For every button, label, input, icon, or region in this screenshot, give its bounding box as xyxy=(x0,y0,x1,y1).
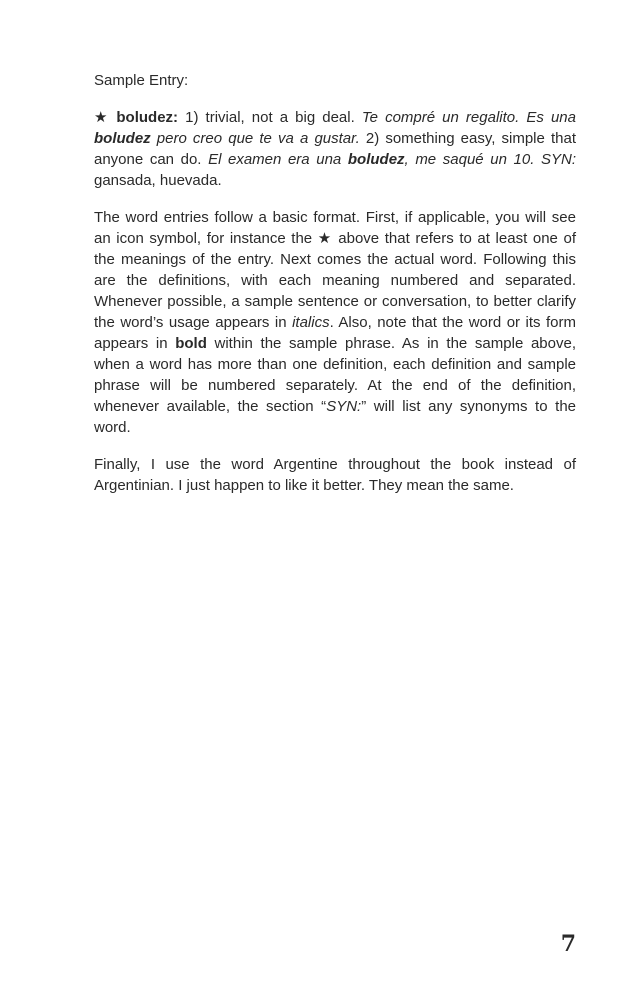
bold-word: bold xyxy=(175,335,207,352)
example-2-bold: boludez xyxy=(347,151,405,168)
format-text-1: The word entries follow a basic format. First, if applicable, you will see an icon symbol, for instance the xyxy=(94,209,576,247)
closing-paragraph: Finally, I use the word Argentine throughout the book instead of Argentinian. I just happen to like it better. They mean the same. xyxy=(94,456,576,494)
sample-entry xyxy=(94,107,576,191)
page-body xyxy=(94,70,576,512)
definition-1: 1) trivial, not a big deal. xyxy=(178,109,362,126)
example-2-a: El examen era una xyxy=(208,151,348,168)
headword: boludez: xyxy=(116,109,179,126)
synonym-words: gansada, huevada. xyxy=(94,172,222,189)
example-1-a: Te compré un regalito. Es una xyxy=(361,109,576,126)
synonym-label: SYN: xyxy=(534,151,576,168)
definition-2: 2) something easy, simple that anyone can do. xyxy=(94,130,576,168)
example-1-c: pero creo que te va a gustar. xyxy=(150,130,360,147)
example-2-c: , me saqué un 10. xyxy=(404,151,535,168)
page-number: 7 xyxy=(560,931,576,957)
star-icon: ★ xyxy=(94,109,111,126)
example-1-bold: boludez xyxy=(94,130,151,147)
italics-word: italics xyxy=(292,314,330,331)
syn-word: SYN: xyxy=(326,398,362,415)
format-text-2: above that refers to at least one of the meanings of the entry. Next comes the actual word. Following this are the definitions, with each meaning numbered and separated. Whenever possible, a sample sentence or conversation, to better clarify the word’s usage appears in xyxy=(94,230,576,331)
format-text-3: . Also, note that the word or its form appears in xyxy=(94,314,576,352)
format-explanation-paragraph xyxy=(94,207,576,438)
star-icon: ★ xyxy=(317,230,333,247)
format-text-4: within the sample phrase. As in the sample above, when a word has more than one definition, each definition and sample phrase will be numbered separately. At the end of the definition, whenever available, the section “ xyxy=(94,335,576,415)
format-text-5: ” will list any synonyms to the word. xyxy=(94,398,577,436)
sample-entry-heading: Sample Entry: xyxy=(94,72,189,89)
